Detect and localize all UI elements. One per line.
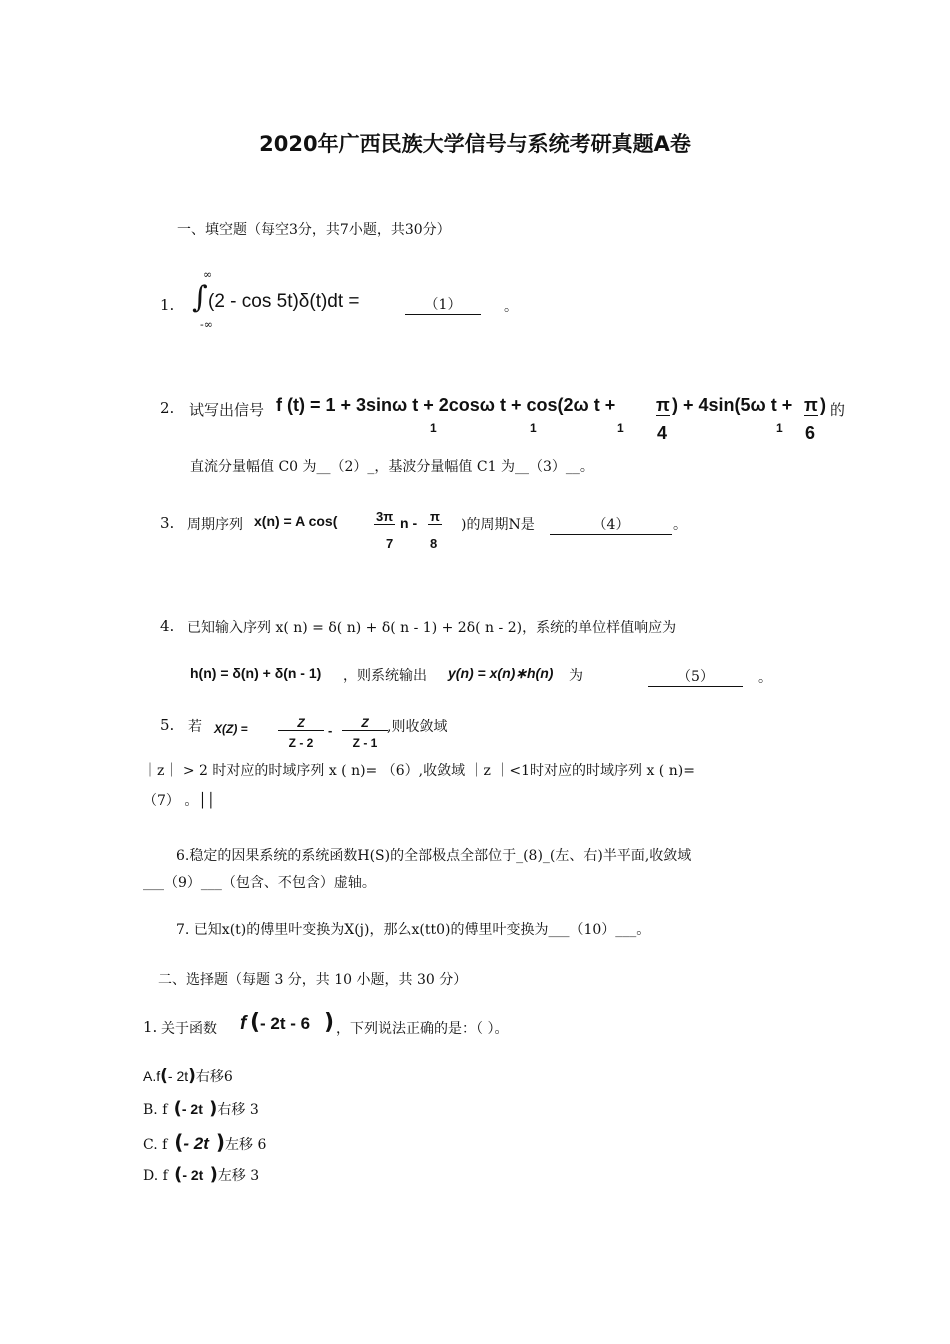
open-paren-glyph: ( (250, 1010, 261, 1035)
subscript: 1 (430, 421, 437, 435)
option-b[interactable]: B. f (- 2t )右移 3 (143, 1098, 259, 1119)
option-label: D. f (143, 1168, 168, 1184)
question-number: 3. (160, 514, 175, 532)
answer-blank-1: （1） (405, 294, 481, 315)
fraction-numerator: Z (342, 716, 388, 731)
sentence-end: 。 (673, 517, 687, 533)
answer-blank-4: （4） (550, 514, 672, 535)
subscript: 1 (776, 421, 783, 435)
question-suffix: 的 (830, 401, 846, 419)
fraction-numerator: 3π (376, 509, 394, 524)
fraction-numerator: π (430, 509, 440, 524)
fraction-denominator: 8 (430, 536, 438, 551)
integral-expression: (2 - cos 5t)δ(t)dt = (208, 291, 360, 312)
question-number: 5. (160, 716, 175, 734)
option-argument: - 2t (167, 1068, 189, 1084)
question-suffix: )的周期N是 (461, 517, 535, 533)
close-paren-glyph: ) (202, 1098, 218, 1119)
close-paren-glyph: ) (188, 1066, 196, 1086)
option-argument: - 2t (181, 1101, 203, 1117)
subscript: 1 (530, 421, 537, 435)
option-d[interactable]: D. f (- 2t )左移 3 (143, 1164, 260, 1185)
pi-numerator: π (804, 395, 818, 415)
option-text: 右移6 (195, 1069, 233, 1085)
option-label: C. f (143, 1137, 168, 1153)
sentence-end: 。 (504, 299, 518, 315)
sequence-expression-cont: n - (400, 515, 418, 531)
question-line: 6.稳定的因果系统的系统函数H(S)的全部极点全部位于_(8)_(左、右)半平面,收敛域 (176, 848, 692, 864)
page-title: 2020年广西民族大学信号与系统考研真题A卷 (259, 132, 691, 156)
sentence-end: 。 (758, 670, 772, 686)
question-suffix: ，下列说法正确的是：（ ）。 (336, 1021, 509, 1037)
question-prefix: 若 (188, 719, 202, 735)
minus-sign: - (328, 723, 333, 738)
subscript: 1 (617, 421, 624, 435)
close-paren-glyph: ) (324, 1010, 335, 1035)
integral-lower-limit: -∞ (200, 318, 213, 331)
option-label: B. f (143, 1102, 168, 1118)
signal-expression-cont: ) + 4sin(5ω t + (672, 395, 793, 415)
question-line: 已知输入序列 x( n) = δ( n) + δ( n - 1) + 2δ( n - 2)，系统的单位样值响应为 (187, 620, 677, 636)
z-transform: X(Z) = (214, 722, 248, 736)
question-suffix: ,则收敛域 (387, 719, 448, 735)
fraction-denominator: Z - 2 (288, 736, 314, 750)
question-line: 直流分量幅值 C0 为__（2）_，基波分量幅值 C1 为__（3）__。 (190, 459, 594, 475)
fraction-denominator: Z - 1 (352, 736, 378, 750)
question-prefix: 试写出信号 (189, 401, 265, 419)
question-text: 为 (569, 668, 583, 684)
option-c[interactable]: C. f (- 2t )左移 6 (143, 1130, 267, 1154)
option-argument: - 2t (182, 1167, 204, 1183)
pi-numerator: π (656, 395, 670, 415)
question-line: ___（9）___（包含、不包含）虚轴。 (143, 875, 376, 891)
option-label: A.f (143, 1068, 161, 1084)
option-text: 右移 3 (217, 1102, 259, 1118)
signal-expression: f (t) = 1 + 3sinω t + 2cosω t + cos(2ω t + (276, 395, 616, 415)
open-paren-glyph: ( (160, 1066, 168, 1086)
section-heading-fill-blank: 一、填空题（每空3分，共7小题，共30分） (177, 222, 451, 238)
fraction-numerator: Z (278, 716, 324, 731)
answer-blank-5: （5） (648, 666, 743, 687)
output-expression: y(n) = x(n)∗h(n) (448, 665, 554, 681)
impulse-response: h(n) = δ(n) + δ(n - 1) (190, 665, 322, 681)
integral-sign: ∫ (192, 280, 208, 315)
pi-denominator: 6 (805, 423, 816, 443)
question-prefix: 关于函数 (161, 1021, 217, 1037)
function-name: f (240, 1013, 247, 1034)
question-line: （7） 。││ (143, 793, 216, 809)
option-argument: - 2t (183, 1134, 209, 1153)
option-text: 左移 6 (225, 1137, 267, 1153)
section-heading-choice: 二、选择题（每题 3 分，共 10 小题，共 30 分） (158, 972, 468, 988)
close-paren-glyph: ) (203, 1164, 218, 1185)
question-number: 1. (143, 1018, 158, 1036)
question-number: 2. (160, 399, 175, 417)
close-paren: ) (820, 395, 826, 415)
question-number: 4. (160, 617, 175, 635)
integral-upper-limit: ∞ (203, 268, 213, 281)
question-text: ，则系统输出 (343, 668, 427, 684)
question-number: 1. (160, 296, 175, 314)
question-prefix: 周期序列 (187, 517, 243, 533)
pi-denominator: 4 (657, 423, 668, 443)
fraction-denominator: 7 (386, 536, 394, 551)
question-line: 7. 已知x(t)的傅里叶变换为X(j)，那么x(tt0)的傅里叶变换为___（10）___。 (176, 922, 651, 938)
option-a[interactable] (143, 1066, 233, 1086)
question-line: ｜z｜ > 2 时对应的时域序列 x ( n)= （6）,收敛域 ｜z ｜<1时对应的时域序列 x ( n)= (143, 763, 695, 779)
sequence-expression: x(n) = A cos( (254, 513, 338, 529)
function-argument: - 2t - 6 (260, 1014, 311, 1033)
close-paren-glyph: ) (208, 1130, 226, 1154)
option-text: 左移 3 (217, 1168, 260, 1184)
